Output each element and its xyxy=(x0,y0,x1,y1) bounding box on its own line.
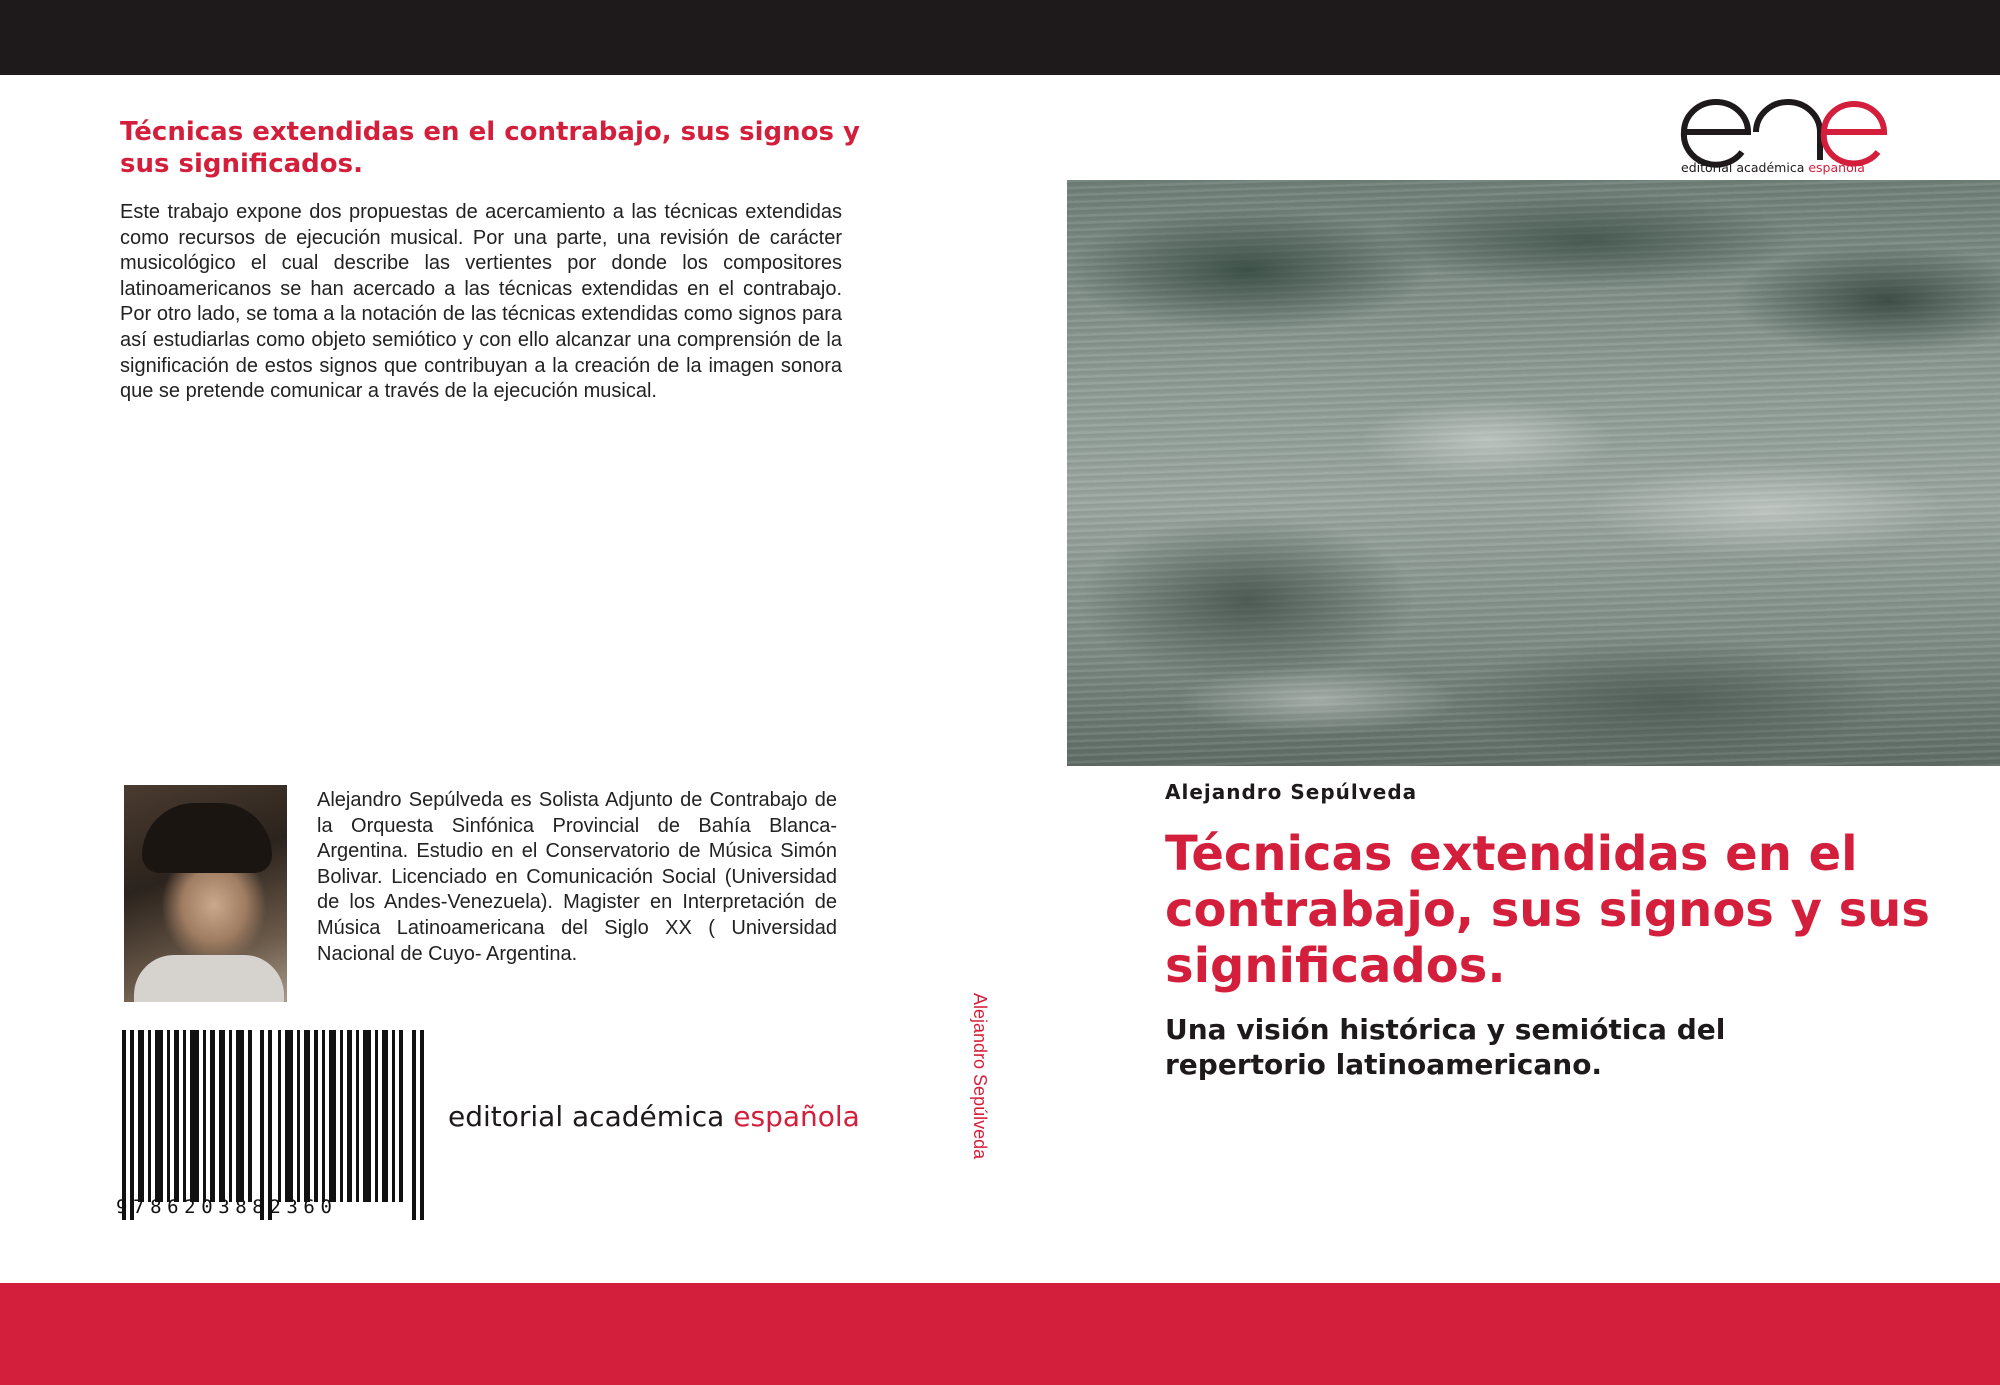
barcode-bar xyxy=(278,1030,281,1202)
logo-letter-a xyxy=(1756,102,1820,160)
bottom-band xyxy=(0,1283,2000,1385)
barcode-bar xyxy=(229,1030,232,1202)
barcode-guard xyxy=(412,1030,416,1220)
cover-photo-weathered-wood xyxy=(1067,180,2000,766)
barcode-bar xyxy=(167,1030,170,1202)
barcode-guard xyxy=(260,1030,264,1220)
back-cover-abstract: Este trabajo expone dos propuestas de acercamiento a las técnicas extendidas como recursos de ejecución musical. Por una parte, una revisión de carácter musicológico el cual describe las vertientes por donde los compositores latinoamericanos se han acercado a las técnicas extendidas en el contrabajo. Por otro lado, se toma a la notación de las técnicas extendidas como signos para así estudiarlas como objeto semiótico y con ello alcanzar una comprensión de la significación de estos signos que contribuyan a la creación de la imagen sonora que se pretende comunicar a través de la ejecución musical. xyxy=(120,201,842,403)
isbn-barcode xyxy=(120,1030,430,1220)
top-band xyxy=(0,0,2000,75)
barcode-bar xyxy=(392,1030,395,1202)
barcode-guard xyxy=(268,1030,272,1220)
publisher-accent: española xyxy=(733,1100,860,1133)
barcode-bar xyxy=(375,1030,378,1202)
barcode-guard xyxy=(130,1030,134,1220)
barcode-bar xyxy=(210,1030,215,1202)
logo-wordmark xyxy=(1681,160,1865,175)
barcode-bar xyxy=(174,1030,179,1202)
barcode-bar xyxy=(340,1030,343,1202)
barcode-guard xyxy=(122,1030,126,1220)
author-photo-hair xyxy=(142,803,272,873)
spine-author: Alejandro Sepúlveda xyxy=(970,993,990,1160)
barcode-bar xyxy=(183,1030,186,1202)
barcode-bar xyxy=(148,1030,151,1202)
barcode-bar xyxy=(314,1030,318,1202)
barcode-bar xyxy=(203,1030,206,1202)
barcode-bar xyxy=(236,1030,244,1202)
front-author: Alejandro Sepúlveda xyxy=(1165,780,1418,804)
barcode-bar xyxy=(138,1030,144,1202)
barcode-bar xyxy=(347,1030,352,1202)
isbn-digits: 9786203882360 xyxy=(116,1196,338,1218)
barcode-bar xyxy=(285,1030,293,1202)
barcode-bar xyxy=(304,1030,310,1202)
barcode-bar xyxy=(297,1030,300,1202)
logo-text-accent: española xyxy=(1808,160,1865,175)
publisher-main: editorial académica xyxy=(448,1100,725,1133)
author-photo xyxy=(124,785,287,1002)
barcode-bar xyxy=(190,1030,199,1202)
back-cover-title: Técnicas extendidas en el contrabajo, sus signos y sus significados. xyxy=(120,117,861,179)
logo-letter-e-accent xyxy=(1824,104,1884,163)
barcode-bar xyxy=(399,1030,403,1202)
barcode-bar xyxy=(382,1030,388,1202)
barcode-bar xyxy=(363,1030,371,1202)
barcode-bar xyxy=(329,1030,336,1202)
front-subtitle: Una visión histórica y semiótica del repertorio latinoamericano. xyxy=(1165,1013,1726,1081)
barcode-guard xyxy=(420,1030,424,1220)
logo-text-main: editorial académica xyxy=(1681,160,1805,175)
front-title: Técnicas extendidas en el contrabajo, sus signos y sus significados. xyxy=(1165,826,1930,994)
author-photo-shirt xyxy=(134,955,284,1002)
author-bio: Alejandro Sepúlveda es Solista Adjunto de Contrabajo de la Orquesta Sinfónica Provincial de Bahía Blanca-Argentina. Estudio en el Conservatorio de Música Simón Bolivar. Licenciado en Comunicación Social (Universidad de los Andes-Venezuela). Magister en Interpretación de Música Latinoamericana del Siglo XX ( Universidad Nacional de Cuyo- Argentina. xyxy=(317,789,837,965)
back-publisher-name xyxy=(448,1100,860,1133)
logo-letter-e xyxy=(1684,102,1748,165)
barcode-bar xyxy=(219,1030,225,1202)
barcode-bar xyxy=(248,1030,252,1202)
barcode-bar xyxy=(155,1030,163,1202)
barcode-bar xyxy=(356,1030,359,1202)
barcode-bar xyxy=(322,1030,325,1202)
